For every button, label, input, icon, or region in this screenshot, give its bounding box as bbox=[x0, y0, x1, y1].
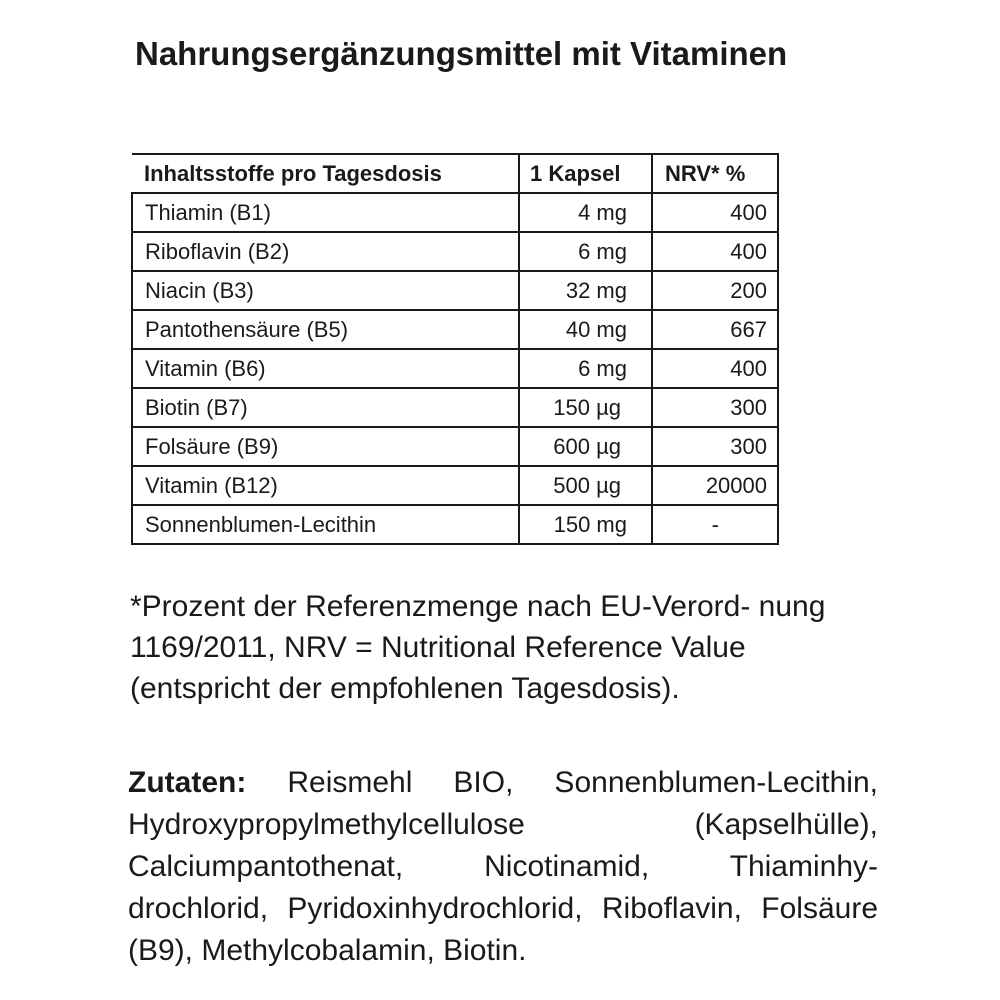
row-name: Vitamin (B6) bbox=[132, 349, 519, 388]
row-nrv: 400 bbox=[652, 349, 778, 388]
table-row bbox=[132, 349, 778, 388]
table-header-row bbox=[132, 154, 778, 193]
header-nrv: NRV* % bbox=[652, 154, 778, 193]
row-nrv: 20000 bbox=[652, 466, 778, 505]
row-nrv: - bbox=[652, 505, 778, 544]
row-name: Sonnenblumen-Lecithin bbox=[132, 505, 519, 544]
row-nrv: 667 bbox=[652, 310, 778, 349]
table-row bbox=[132, 271, 778, 310]
row-amount: 150 µg bbox=[519, 388, 652, 427]
nutrition-table bbox=[131, 153, 779, 545]
table-row bbox=[132, 310, 778, 349]
row-amount: 40 mg bbox=[519, 310, 652, 349]
row-amount: 4 mg bbox=[519, 193, 652, 232]
row-name: Vitamin (B12) bbox=[132, 466, 519, 505]
row-name: Niacin (B3) bbox=[132, 271, 519, 310]
row-name: Biotin (B7) bbox=[132, 388, 519, 427]
row-amount: 600 µg bbox=[519, 427, 652, 466]
header-amount: 1 Kapsel bbox=[519, 154, 652, 193]
row-nrv: 400 bbox=[652, 232, 778, 271]
row-amount: 500 µg bbox=[519, 466, 652, 505]
header-ingredients: Inhaltsstoffe pro Tagesdosis bbox=[132, 154, 519, 193]
row-amount: 32 mg bbox=[519, 271, 652, 310]
row-name: Thiamin (B1) bbox=[132, 193, 519, 232]
row-amount: 6 mg bbox=[519, 349, 652, 388]
row-amount: 150 mg bbox=[519, 505, 652, 544]
row-nrv: 200 bbox=[652, 271, 778, 310]
ingredients-list: Reismehl BIO, Sonnenblumen-Lecithin, Hydroxypropylmethylcellulose (Kapselhülle), Calciumpantothenat, Nicotinamid, Thiaminhy- drochlorid, Pyridoxinhydrochlorid, Riboflavin, Folsäure (B9), Methylcobalamin, Biotin. bbox=[128, 766, 878, 967]
row-name: Folsäure (B9) bbox=[132, 427, 519, 466]
page-title: Nahrungsergänzungsmittel mit Vitaminen bbox=[135, 35, 788, 72]
row-name: Riboflavin (B2) bbox=[132, 232, 519, 271]
footnote: *Prozent der Referenzmenge nach EU-Verord- nung 1169/2011, NRV = Nutritional Reference Value (entspricht der empfohlenen Tagesdosis). bbox=[130, 590, 826, 705]
table-row bbox=[132, 193, 778, 232]
table-row bbox=[132, 505, 778, 544]
table-row bbox=[132, 466, 778, 505]
row-nrv: 300 bbox=[652, 388, 778, 427]
ingredients-label: Zutaten: bbox=[128, 766, 247, 799]
row-amount: 6 mg bbox=[519, 232, 652, 271]
table-row bbox=[132, 427, 778, 466]
row-nrv: 400 bbox=[652, 193, 778, 232]
row-nrv: 300 bbox=[652, 427, 778, 466]
ingredients-text bbox=[128, 762, 878, 972]
row-name: Pantothensäure (B5) bbox=[132, 310, 519, 349]
table-row bbox=[132, 232, 778, 271]
table-row bbox=[132, 388, 778, 427]
